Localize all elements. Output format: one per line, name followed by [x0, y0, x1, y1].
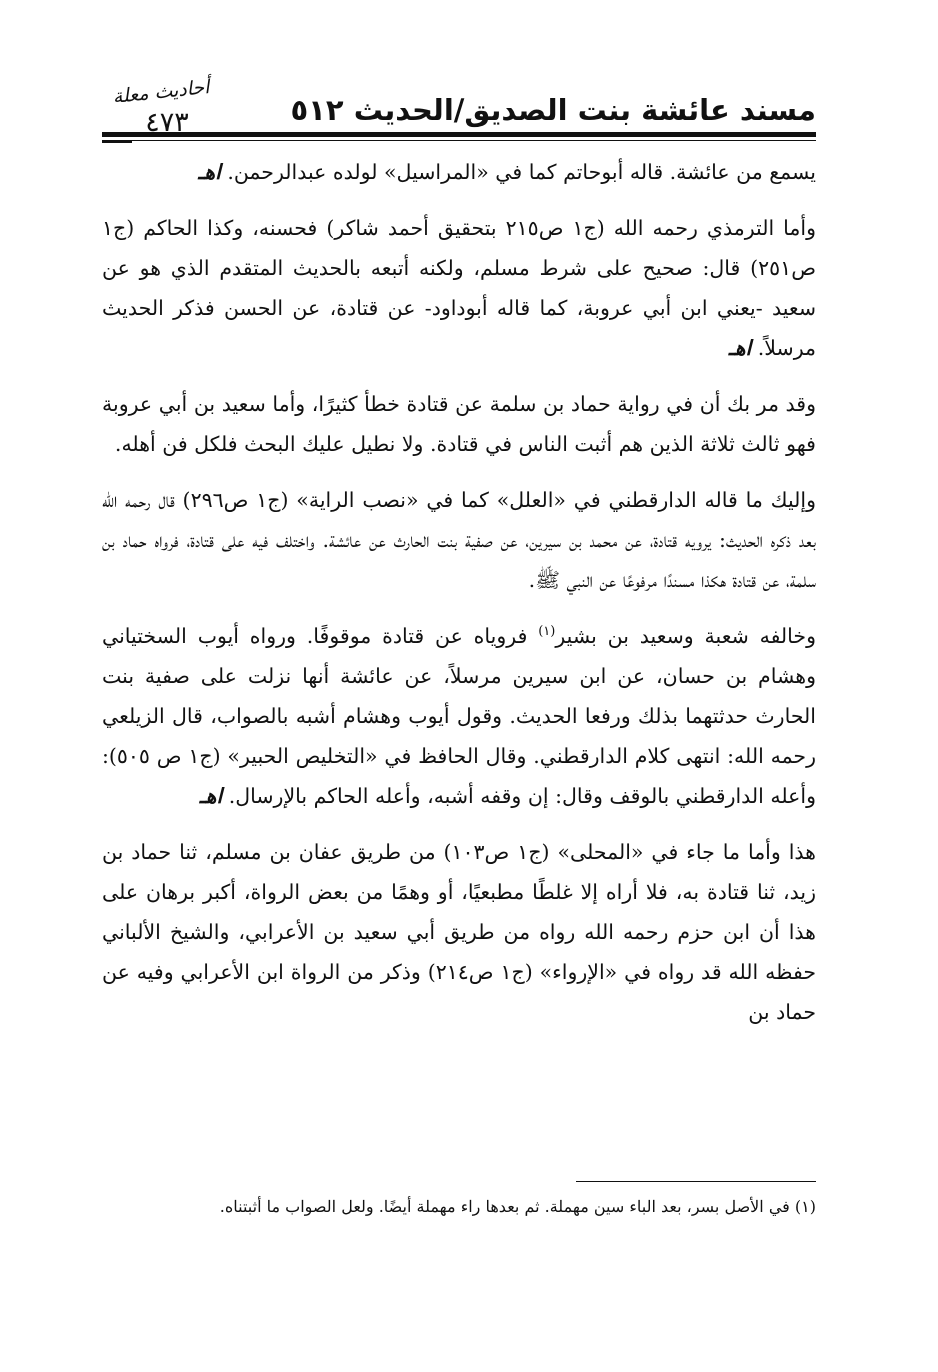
- paragraph-text: وقد مر بك أن في رواية حماد بن سلمة عن قتادة خطأ كثيرًا، وأما سعيد بن أبي عروبة فهو ثالث ثلاثة الذين هم أثبت الناس في قتادة. ولا نطيل عليك البحث فلكل فن أهله.: [102, 392, 816, 456]
- paragraph-6: [102, 832, 816, 1032]
- body-text: [102, 152, 816, 1048]
- page-header-title: مسند عائشة بنت الصديق/الحديث ٥١٢: [290, 93, 816, 127]
- footnote: [102, 1194, 816, 1220]
- footnote-text: في الأصل بسر، بعد الباء سين مهملة. ثم بعدها راء مهملة أيضًا. ولعل الصواب ما أثبتناه.: [219, 1197, 790, 1216]
- paragraph-text: وأما الترمذي رحمه الله (ج١ ص٢١٥ بتحقيق أحمد شاكر) فحسنه، وكذا الحاكم (ج١ ص٢٥١) قال: صحيح على شرط مسلم، ولكنه أتبعه بالحديث المتقدم الذي هو عن سعيد -يعني ابن أبي عروبة، كما قاله أبوداود- عن قتادة، عن الحسن فذكر الحديث مرسلاً.: [102, 216, 816, 360]
- paragraph-text: وإليك ما قاله الدارقطني في «العلل» كما في «نصب الراية» (ج١ ص٢٩٦) قال رحمه الله بعد ذكره الحديث: يرويه قتادة، عن محمد بن سيرين، عن صفية بنت الحارث عن عائشة. واختلف فيه على قتادة، فرواه حماد بن سلمة، عن قتادة هكذا مسندًا مرفوعًا عن النبي ﷺ.: [102, 488, 816, 592]
- end-abbreviation: اهـ: [728, 336, 752, 360]
- paragraph-5: [102, 616, 816, 816]
- handwritten-page-number: ٤٧٣: [145, 107, 189, 138]
- paragraph-1: [102, 152, 816, 192]
- paragraph-text: فروياه عن قتادة موقوفًا. ورواه أيوب السختياني وهشام بن حسان، عن ابن سيرين مرسلاً، عن عائشة أنها نزلت على صفية بنت الحارث حدثتهما بذلك ورفعا الحديث. وقول أيوب وهشام أشبه بالصواب، قال الزيلعي رحمه الله: انتهى كلام الدارقطني. وقال الحافظ في «التخليص الحبير» (ج١ ص ٥٠٥): وأعله الدارقطني بالوقف وقال: إن وقفه أشبه، وأعله الحاكم بالإرسال.: [102, 624, 816, 808]
- end-abbreviation: اهـ: [198, 160, 221, 184]
- paragraph-3: [102, 384, 816, 464]
- header-rule-thin: [102, 140, 816, 141]
- paragraph-text-start: وخالفه شعبة وسعيد بن بشير: [555, 624, 817, 648]
- paragraph-text: هذا وأما ما جاء في «المحلى» (ج١ ص١٠٣) من طريق عفان بن مسلم، ثنا حماد بن زيد، ثنا قتادة به، فلا أراه إلا غلطًا مطبعيًا، أو وهمًا من بعض الرواة، أكبر برهان على هذا أن ابن حزم رحمه الله رواه من طريق أبي سعيد بن الأعرابي، والشيخ الألباني حفظه الله قد رواه في «الإرواء» (ج١ ص٢١٤) وذكر من الرواة ابن الأعرابي وفيه عن حماد بن: [102, 840, 816, 1024]
- footnote-marker: (١): [794, 1197, 816, 1216]
- handwritten-dash: [102, 140, 132, 143]
- paragraph-2: [102, 208, 816, 368]
- footnote-separator: [576, 1181, 816, 1182]
- handwritten-note: أحاديث معلة: [111, 75, 211, 109]
- paragraph-text: يسمع من عائشة. قاله أبوحاتم كما في «المراسيل» لولده عبدالرحمن.: [227, 160, 816, 184]
- footnote-reference[interactable]: (١): [538, 624, 556, 640]
- paragraph-4: [102, 480, 816, 600]
- end-abbreviation: اهـ: [199, 784, 223, 808]
